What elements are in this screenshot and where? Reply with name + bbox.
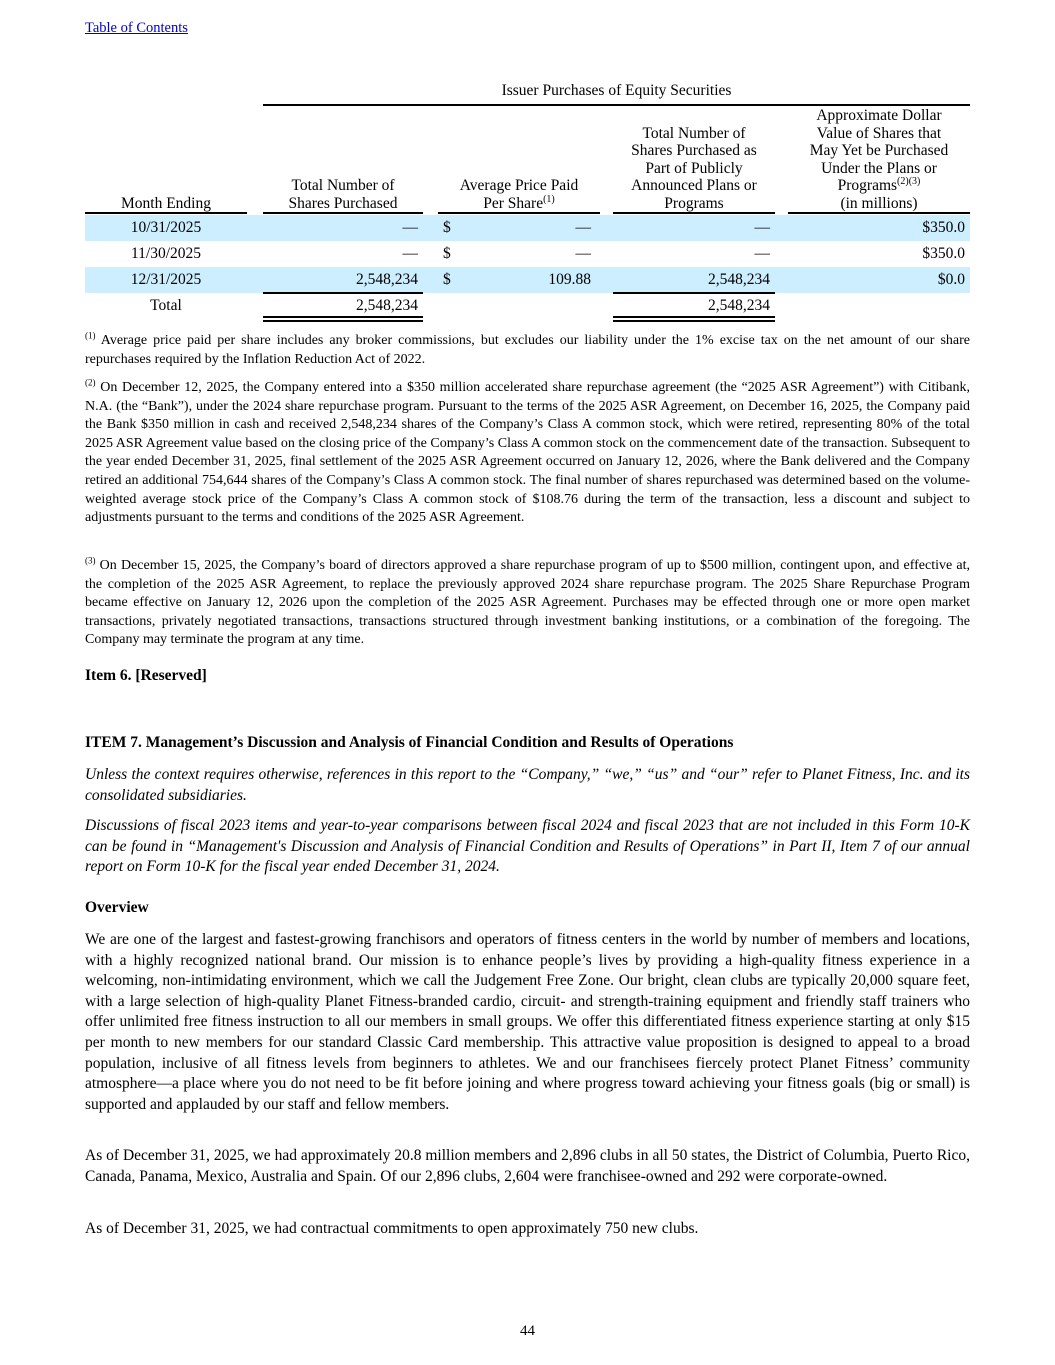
column-header-month-ending: Month Ending [85,106,247,214]
total-shares-cell: 2,548,234 [356,271,418,288]
footnote-2: $^{(2)}$ On December 12, 2025, the Company entered into a $350 million accelerated share repurchase agreement (the “2025 ASR Agreement”) with Citibank, N.A. (the “Bank”), under the 2024 share repurchase program. Pursuant to the terms of the 2025 ASR Agreement, on December 16, 2025, the Company paid the Bank $350 million in cash and received 2,548,234 shares of the Company’s Class A common stock, which were retired, representing 80% of the total 2025 ASR Agreement value based on the closing price of the Company’s Class A common stock on the commencement date of the transaction. Subsequent to the year ended December 31, 2025, final settlement of the 2025 ASR Agreement occurred on January 12, 2026, where the Bank delivered and the Company retired an additional 754,644 shares of the Company’s Class A common stock. The final number of shares repurchased was determined based on the volume-weighted average stock price of the Company’s Class A common stock of $108.76 during the term of the transaction, less a discount and subject to adjustments pursuant to the terms and conditions of the 2025 ASR Agreement. [85,377,970,526]
overview-paragraph-3: As of December 31, 2025, we had contractual commitments to open approximately 750 new clubs. [85,1220,699,1237]
dollar-sign: $ [443,245,451,262]
table-row [85,241,970,267]
column-header-average-price: Average Price Paid Per Share$^{(1)}$ [438,106,600,214]
month-cell: 10/31/2025 [130,219,202,236]
table-total-row [85,293,970,319]
item-7-comparison-paragraph: Discussions of fiscal 2023 items and year-to-year comparisons between fiscal 2024 and fiscal 2023 that are not included in this Form 10-K can be found in “Management's Discussion and Analysis of Financial Condition and Results of Operations” in Part II, Item 7 of our annual report on Form 10-K for the fiscal year ended December 31, 2024. [85,817,970,876]
total-label: Total [150,297,182,314]
column-header-shares-under-plans: Total Number of Shares Purchased as Part of Publicly Announced Plans or Programs [613,106,775,214]
plan-shares-sum: 2,548,234 [708,297,770,314]
overview-paragraph-2: As of December 31, 2025, we had approximately 20.8 million members and 2,896 clubs in all 50 states, the District of Columbia, Puerto Rico, Canada, Panama, Mexico, Australia and Spain. Of our 2,896 clubs, 2,604 were franchisee-owned and 292 were corporate-owned. [85,1147,970,1185]
approximate-value-cell: $350.0 [922,245,965,262]
footnote-1: $^{(1)}$ Average price paid per share includes any broker commissions, but excludes our liability under the 1% excise tax on the net amount of our share repurchases required by the Inflation Reduction Act of 2022. [85,330,970,367]
column-header-total-shares: Total Number of Shares Purchased [263,106,423,214]
average-price-cell: 109.88 [548,271,591,288]
total-shares-cell: — [402,219,418,236]
page-number: 44 [520,1323,535,1339]
table-title: Issuer Purchases of Equity Securities [263,82,970,106]
table-row [85,267,970,293]
overview-heading: Overview [85,899,149,916]
column-header-approximate-dollar-value: Approximate Dollar Value of Shares that May Yet be Purchased Under the Plans or Programs$^{(2)(3)}$ (in millions) [788,106,970,214]
total-shares-sum: 2,548,234 [356,297,418,314]
table-of-contents-link[interactable]: Table of Contents [85,20,188,36]
total-double-rule [263,316,423,322]
month-cell: 11/30/2025 [130,245,202,262]
average-price-cell: — [575,245,591,262]
dollar-sign: $ [443,219,451,236]
item-6-heading: Item 6. [Reserved] [85,667,207,684]
table-row [85,215,970,241]
plan-shares-cell: — [754,245,770,262]
plan-shares-cell: 2,548,234 [708,271,770,288]
plan-shares-cell: — [754,219,770,236]
month-cell: 12/31/2025 [130,271,202,288]
footnote-3: $^{(3)}$ On December 15, 2025, the Company’s board of directors approved a share repurchase program of up to $500 million, contingent upon, and effective at, the completion of the 2025 ASR Agreement, to replace the previously approved 2024 share repurchase program. The 2025 Share Repurchase Program became effective on January 12, 2026 upon the completion of the 2025 ASR Agreement. Purchases may be effected through one or more open market transactions, privately negotiated transactions, transactions structured through investment banking institutions, or a combination of the foregoing. The Company may terminate the program at any time. [85,555,970,648]
total-double-rule [613,316,775,322]
dollar-sign: $ [443,271,451,288]
approximate-value-cell: $0.0 [937,271,965,288]
average-price-cell: — [575,219,591,236]
item-7-context-paragraph: Unless the context requires otherwise, references in this report to the “Company,” “we,” “us” and “our” refer to Planet Fitness, Inc. and its consolidated subsidiaries. [85,766,970,804]
overview-paragraph-1: We are one of the largest and fastest-growing franchisors and operators of fitness centers in the world by number of members and locations, with a highly recognized national brand. Our mission is to enhance people’s lives by providing a high-quality fitness experience in a welcoming, non-intimidating environment, which we call the Judgement Free Zone. Our bright, clean clubs are typically 20,000 square feet, with a large selection of high-quality Planet Fitness-branded cardio, circuit- and strength-training equipment and friendly staff trainers who offer unlimited free fitness instruction to all our members in small groups. We offer this differentiated fitness experience starting at only $15 per month to new members for our standard Classic Card membership. This attractive value proposition is designed to appeal to a broad population, inclusive of all fitness levels from beginners to athletes. We and our franchisees fiercely protect Planet Fitness’ community atmosphere—a place where you do not need to be fit before joining and where progress toward achieving your fitness goals (big or small) is supported and applauded by our staff and fellow members. [85,931,970,1113]
item-7-heading: ITEM 7. Management’s Discussion and Analysis of Financial Condition and Results of Operations [85,734,734,751]
total-shares-cell: — [402,245,418,262]
approximate-value-cell: $350.0 [922,219,965,236]
